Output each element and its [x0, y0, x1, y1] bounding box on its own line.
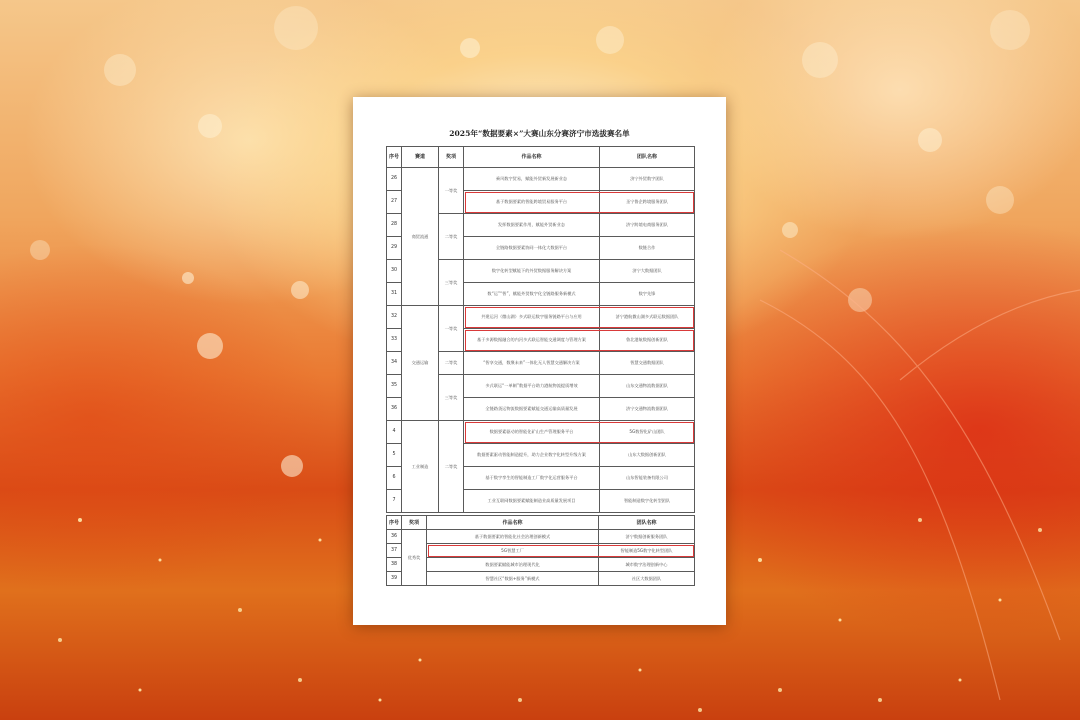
row-number: 36 — [387, 530, 402, 544]
row-number: 5 — [387, 444, 402, 467]
award-cell: 二等奖 — [439, 421, 464, 513]
header-award: 奖项 — [439, 147, 464, 168]
header-no: 序号 — [387, 147, 402, 168]
main-table-header — [387, 147, 695, 168]
work-name-cell: 智慧社区“数据+服务”新模式 — [427, 572, 599, 586]
team-name-cell: 数字先锋 — [600, 283, 695, 306]
work-name-cell: 共建运河（微山湖）多式联运数字服务链路平台与应用 — [464, 306, 600, 329]
row-number: 35 — [387, 375, 402, 398]
row-number: 34 — [387, 352, 402, 375]
team-name-cell: 山东交通物流数据团队 — [600, 375, 695, 398]
team-name-cell: 城市数字治理创新中心 — [599, 558, 695, 572]
row-number: 36 — [387, 398, 402, 421]
row-number: 32 — [387, 306, 402, 329]
team-name-cell: 济宁外贸数字团队 — [600, 168, 695, 191]
award-cell: 一等奖 — [439, 306, 464, 352]
track-cell: 商贸流通 — [402, 168, 439, 306]
row-number: 26 — [387, 168, 402, 191]
team-name-cell: 数链合作 — [600, 237, 695, 260]
row-number: 31 — [387, 283, 402, 306]
header-team-name: 团队名称 — [600, 147, 695, 168]
highlight-box — [465, 192, 694, 213]
team-name-cell: 圣宁鲁企跨境服务团队 — [600, 191, 695, 214]
award-cell: 一等奖 — [439, 168, 464, 214]
work-name-cell: 数“运”“智”，赋能外贸数字化全链路服务新模式 — [464, 283, 600, 306]
sub-header-work-name: 作品名称 — [427, 516, 599, 530]
work-name-cell: 全链路货运物流数据要素赋能交通运输高质量发展 — [464, 398, 600, 421]
team-name-cell: 济宁数据创新服务团队 — [599, 530, 695, 544]
header-track: 赛道 — [402, 147, 439, 168]
team-name-cell: 智能制造5G数字化转型团队 — [599, 544, 695, 558]
highlight-box — [465, 330, 694, 351]
award-cell: 三等奖 — [439, 375, 464, 421]
table-row — [387, 530, 695, 544]
row-number: 38 — [387, 558, 402, 572]
work-name-cell: 基于数据要素的智能跨境贸易服务平台 — [464, 191, 600, 214]
row-number: 7 — [387, 490, 402, 513]
work-name-cell: “智享交通，数聚未来”一体化无人智慧交通解决方案 — [464, 352, 600, 375]
highlight-box — [428, 545, 694, 557]
work-name-cell: 基于多源数据融合的内河多式联运智能交通调度与管理方案 — [464, 329, 600, 352]
highlight-box — [465, 307, 694, 328]
row-number: 6 — [387, 467, 402, 490]
row-number: 39 — [387, 572, 402, 586]
work-name-cell: 乘风数字贸易，赋能外贸新发展新业态 — [464, 168, 600, 191]
team-name-cell: 智慧交通数据团队 — [600, 352, 695, 375]
work-name-cell: 数据要素赋能城市治理现代化 — [427, 558, 599, 572]
table-row — [387, 168, 695, 191]
highlight-box — [465, 422, 694, 443]
team-name-cell: 社区大数据团队 — [599, 572, 695, 586]
award-cell: 二等奖 — [439, 352, 464, 375]
row-number: 30 — [387, 260, 402, 283]
sub-header-award: 奖项 — [402, 516, 427, 530]
award-cell: 三等奖 — [439, 260, 464, 306]
work-name-cell: 5G智慧工厂 — [427, 544, 599, 558]
team-name-cell: 山东大数据创新团队 — [600, 444, 695, 467]
team-name-cell: 济宁大数据团队 — [600, 260, 695, 283]
document-title: 2025年“数据要素×”大赛山东分赛济宁市选拔赛名单 — [449, 129, 630, 138]
work-name-cell: 基于数据要素的智能化社会治理创新模式 — [427, 530, 599, 544]
track-cell: 交通运输 — [402, 306, 439, 421]
row-number: 4 — [387, 421, 402, 444]
work-name-cell: 多式联运“一单制”数据平台助力港航物流提质增效 — [464, 375, 600, 398]
team-name-cell: 鲁北港航数据创新团队 — [600, 329, 695, 352]
track-cell: 工业制造 — [402, 421, 439, 513]
team-name-cell: 智能制造数字化转型团队 — [600, 490, 695, 513]
row-number: 28 — [387, 214, 402, 237]
team-name-cell: 济宁跨境电商服务团队 — [600, 214, 695, 237]
work-name-cell: 全链路数据要素协同一体化大数据平台 — [464, 237, 600, 260]
work-name-cell: 数据要素驱动的智能化矿山生产管理服务平台 — [464, 421, 600, 444]
sub-header-no: 序号 — [387, 516, 402, 530]
award-cell: 二等奖 — [439, 214, 464, 260]
work-name-cell: 发挥数据要素作用，赋能外贸新业态 — [464, 214, 600, 237]
team-name-cell: 山东智能装备有限公司 — [600, 467, 695, 490]
team-name-cell: 济宁交通物流数据团队 — [600, 398, 695, 421]
sub-header-team-name: 团队名称 — [599, 516, 695, 530]
row-number: 33 — [387, 329, 402, 352]
row-number: 29 — [387, 237, 402, 260]
excellence-table-header — [387, 516, 695, 530]
row-number: 27 — [387, 191, 402, 214]
header-work-name: 作品名称 — [464, 147, 600, 168]
table-row — [387, 572, 695, 586]
award-cell: 优秀奖 — [402, 530, 427, 586]
table-row — [387, 558, 695, 572]
work-name-cell: 数字化转型赋能下的外贸数据服务解决方案 — [464, 260, 600, 283]
team-name-cell: 5G数智化矿山团队 — [600, 421, 695, 444]
row-number: 37 — [387, 544, 402, 558]
work-name-cell: 数据要素驱动智能制造提升，助力企业数字化转型升级方案 — [464, 444, 600, 467]
work-name-cell: 基于数字孪生的智能制造工厂数字化运营服务平台 — [464, 467, 600, 490]
document-page — [353, 97, 726, 625]
work-name-cell: 工业互联网数据要素赋能制造业高质量发展项目 — [464, 490, 600, 513]
team-name-cell: 济宁港航微山湖多式联运数据团队 — [600, 306, 695, 329]
